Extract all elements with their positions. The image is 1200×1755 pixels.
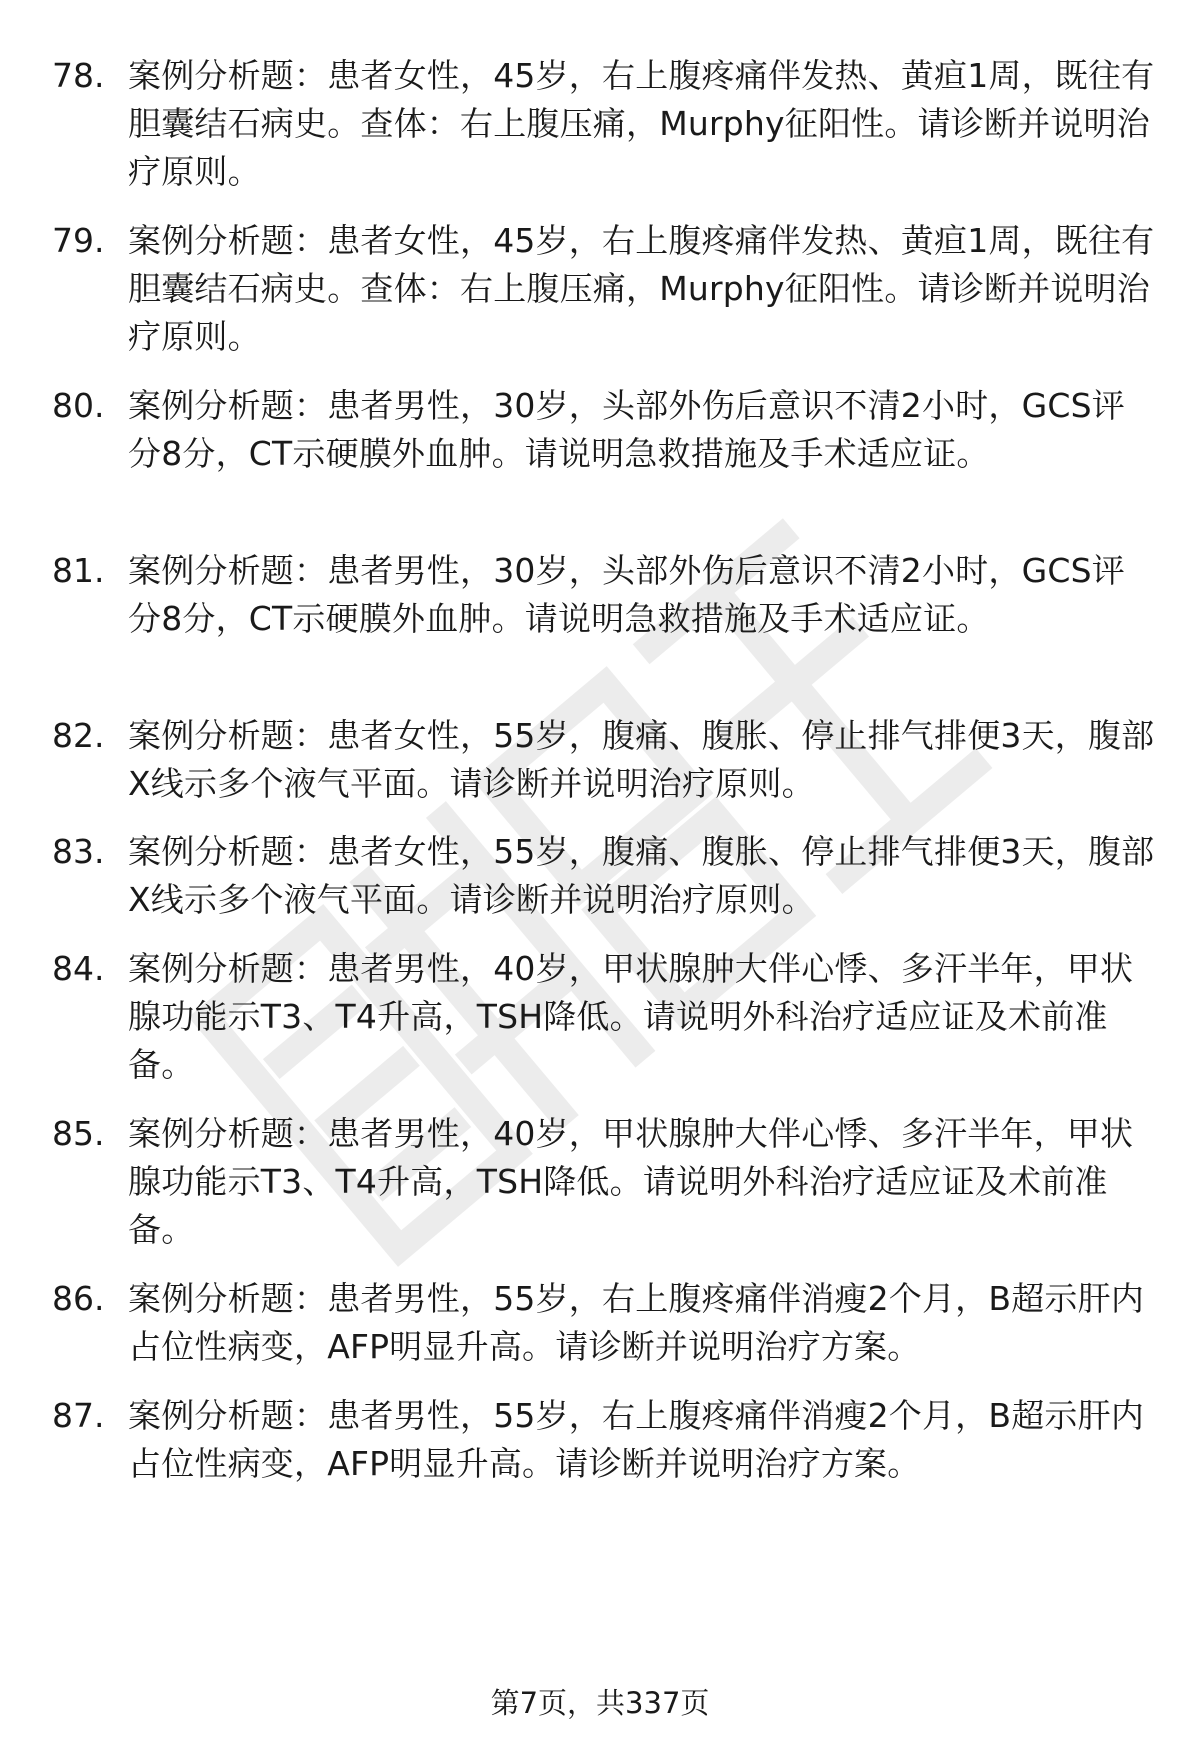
question-text: 案例分析题：患者女性，55岁，腹痛、腹胀、停止排气排便3天，腹部X线示多个液气平面。请诊断并说明治疗原则。: [128, 832, 1155, 919]
question-text: 案例分析题：患者女性，55岁，腹痛、腹胀、停止排气排便3天，腹部X线示多个液气平面。请诊断并说明治疗原则。: [128, 716, 1155, 803]
question-text: 案例分析题：患者女性，45岁，右上腹疼痛伴发热、黄疸1周，既往有胆囊结石病史。查体：右上腹压痛，Murphy征阳性。请诊断并说明治疗原则。: [128, 221, 1155, 356]
question-number: 87.: [52, 1396, 105, 1435]
question-number: 85.: [52, 1114, 105, 1153]
question-number: 79.: [52, 221, 105, 260]
question-text: 案例分析题：患者女性，45岁，右上腹疼痛伴发热、黄疸1周，既往有胆囊结石病史。查体：右上腹压痛，Murphy征阳性。请诊断并说明治疗原则。: [128, 56, 1155, 191]
question-text: 案例分析题：患者男性，55岁，右上腹疼痛伴消瘦2个月，B超示肝内占位性病变，AFP明显升高。请诊断并说明治疗方案。: [128, 1279, 1145, 1366]
page-footer: 第7页，共337页: [490, 1686, 710, 1720]
question-text: 案例分析题：患者男性，55岁，右上腹疼痛伴消瘦2个月，B超示肝内占位性病变，AFP明显升高。请诊断并说明治疗方案。: [128, 1396, 1145, 1483]
question-text: 案例分析题：患者男性，30岁，头部外伤后意识不清2小时，GCS评分8分，CT示硬膜外血肿。请说明急救措施及手术适应证。: [128, 386, 1125, 473]
question-number: 83.: [52, 832, 105, 871]
question-text: 案例分析题：患者男性，30岁，头部外伤后意识不清2小时，GCS评分8分，CT示硬膜外血肿。请说明急救措施及手术适应证。: [128, 551, 1125, 638]
question-number: 80.: [52, 386, 105, 425]
question-number: 82.: [52, 716, 105, 755]
question-text: 案例分析题：患者男性，40岁，甲状腺肿大伴心悸、多汗半年，甲状腺功能示T3、T4升高，TSH降低。请说明外科治疗适应证及术前准备。: [128, 949, 1134, 1084]
question-number: 81.: [52, 551, 105, 590]
question-text: 案例分析题：患者男性，40岁，甲状腺肿大伴心悸、多汗半年，甲状腺功能示T3、T4升高，TSH降低。请说明外科治疗适应证及术前准备。: [128, 1114, 1134, 1249]
question-number: 78.: [52, 56, 105, 95]
question-number: 84.: [52, 949, 105, 988]
question-number: 86.: [52, 1279, 105, 1318]
